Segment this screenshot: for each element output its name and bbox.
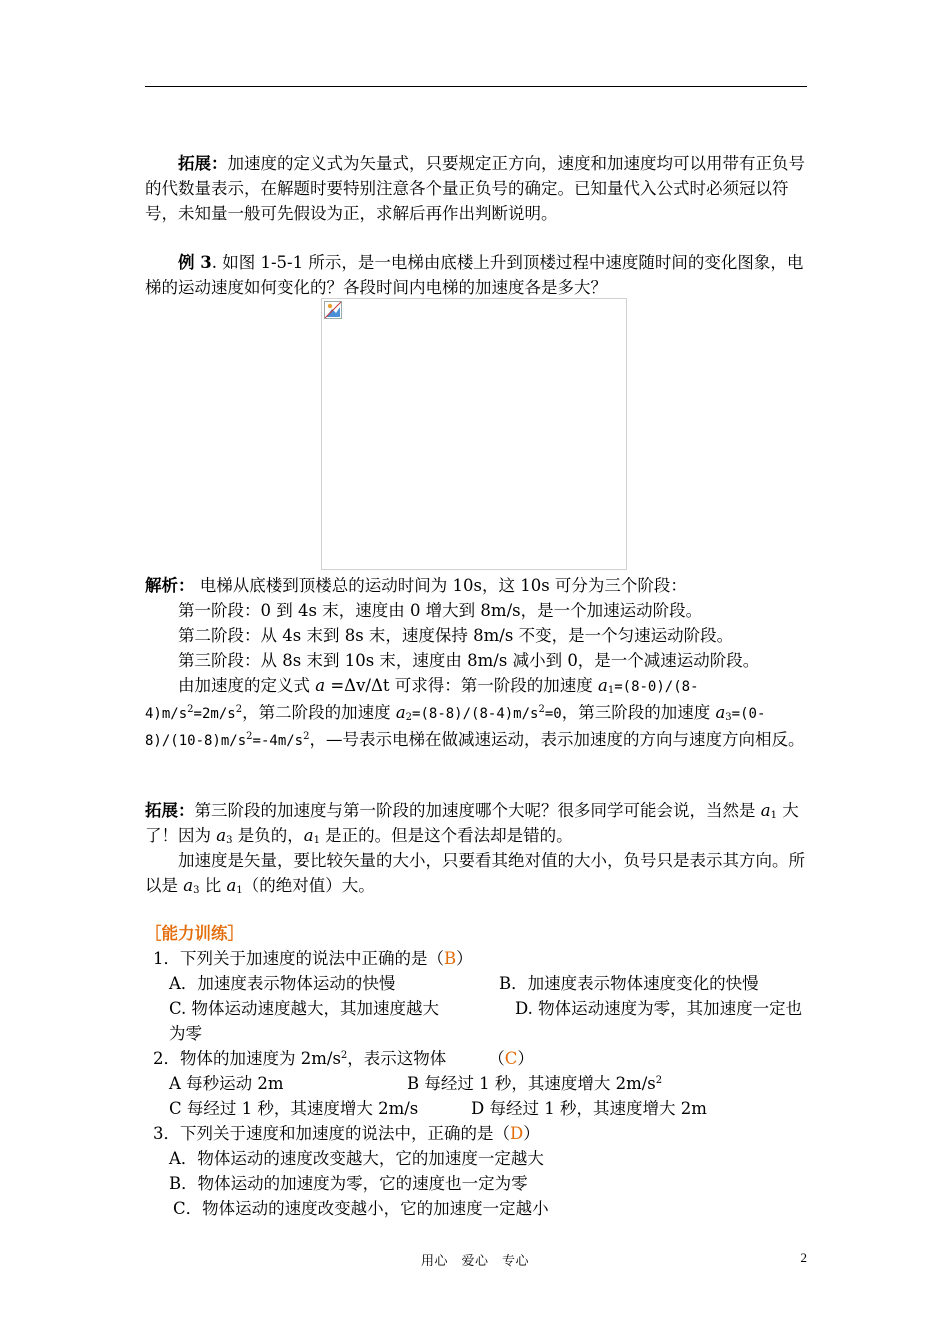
extension-label-2: 拓展： xyxy=(145,801,195,820)
footer-motto: 用心 爱心 专心 xyxy=(420,1254,529,1269)
example-label: 例 3 xyxy=(178,253,212,272)
solution-intro: 电梯从底楼到顶楼总的运动时间为 10s，这 10s 可分为三个阶段： xyxy=(194,576,687,595)
header-rule xyxy=(145,86,807,87)
answer-q2: C xyxy=(504,1049,518,1068)
q2-options-ab: A 每秒运动 2m B 每经过 1 秒，其速度增大 $2m/s^2$ xyxy=(169,1074,663,1093)
example-text: . 如图 1-5-1 所示，是一电梯由底楼上升到顶楼过程中速度随时间的变化图象，电梯的运动速度如何变化的？各段时间内电梯的加速度各是多大？ xyxy=(145,253,804,297)
q3-option-b: B．物体运动的加速度为零，它的速度也一定为零 xyxy=(169,1174,528,1193)
training-title: ［能力训练］ xyxy=(145,924,244,943)
extension-text: 加速度的定义式为矢量式，只要规定正方向，速度和加速度均可以用带有正负号的代数量表示，在解题时要特别注意各个量正负号的确定。已知量代入公式时必须冠以符号，未知量一般可先假设为正，求解后再作出判断说明。 xyxy=(145,154,805,223)
extension-paragraph-1 xyxy=(145,151,807,226)
broken-image-icon xyxy=(324,301,342,319)
q1-options-cd: C. 物体运动速度越大，其加速度越大 D. 物体运动速度为零，其加速度一定也为零 xyxy=(169,999,803,1043)
solution xyxy=(145,573,807,754)
stage-2: 第二阶段：从 4s 末到 8s 末，速度保持 8m/s 不变，是一个匀速运动阶段。 xyxy=(178,626,734,645)
question-3: 3．下列关于速度和加速度的说法中，正确的是（D） xyxy=(153,1124,540,1143)
q1-options-ab: A．加速度表示物体运动的快慢 B．加速度表示物体速度变化的快慢 xyxy=(169,974,759,993)
q3-option-a: A．物体运动的速度改变越大，它的加速度一定越大 xyxy=(169,1149,544,1168)
extension-paragraph-2: 拓展：第三阶段的加速度与第一阶段的加速度哪个大呢？很多同学可能会说，当然是 $a_1$ 大了！因为 $a_3$ 是负的，$a_1$ 是正的。但是这个看法却是错的。 加速度是矢量，要比较矢量的大小，只要看其绝对值的大小，负号只是表示其方向。所以是 $a_3$ 比 $a_1$（的绝对值）大。 xyxy=(145,801,805,896)
solution-label: 解析： xyxy=(145,576,195,595)
q2-options-cd: C 每经过 1 秒，其速度增大 2m/s D 每经过 1 秒，其速度增大 2m xyxy=(169,1099,707,1118)
extension-label: 拓展： xyxy=(178,154,228,173)
q3-option-c: C．物体运动的速度改变越小，它的加速度一定越小 xyxy=(173,1199,549,1218)
ability-training xyxy=(145,921,807,1221)
answer-q1: B xyxy=(444,949,457,968)
stage-3: 第三阶段：从 8s 末到 10s 末，速度由 8m/s 减小到 0，是一个减速运动阶段。 xyxy=(178,651,760,670)
acceleration-calculation: 由加速度的定义式 a =Δv/Δt 可求得：第一阶段的加速度 $a_1=(8-0)/(8-4)m/s^2=2m/s^2$，第二阶段的加速度 $a_2=(8-8)/(8-4)m/s^2=0$，第三阶段的加速度 $a_3=(0-8)/(10-8)m/s^2=-4m/s^2$，—号表示电梯在做减速运动，表示加速度的方向与速度方向相反。 xyxy=(145,676,805,749)
figure-1-5-1-placeholder xyxy=(321,298,627,570)
stage-1: 第一阶段：0 到 4s 末，速度由 0 增大到 8m/s，是一个加速运动阶段。 xyxy=(178,601,703,620)
example-3 xyxy=(145,250,807,300)
page-number: 2 xyxy=(800,1250,807,1265)
answer-q3: D xyxy=(510,1124,524,1143)
question-2: 2．物体的加速度为 $2m/s^2$，表示这物体 （C） xyxy=(153,1049,534,1068)
question-1: 1．下列关于加速度的说法中正确的是（B） xyxy=(153,949,473,968)
